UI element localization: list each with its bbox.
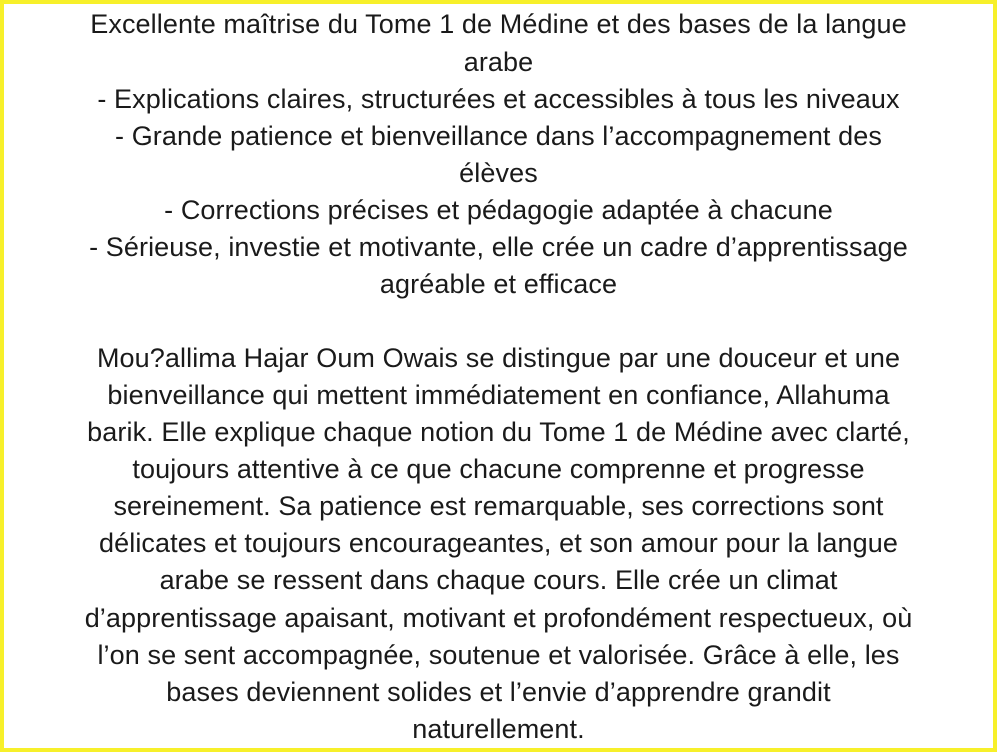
summary-line: - Corrections précises et pédagogie adaptée à chacune xyxy=(164,195,833,225)
paragraph-line: Mou?allima Hajar Oum Owais se distingue par une douceur et une xyxy=(96,343,901,373)
paragraph-line: bases deviennent solides et l’envie d’apprendre grandit xyxy=(166,677,831,707)
paragraph-line: d’apprentissage apaisant, motivant et profondément respectueux, où xyxy=(84,603,913,633)
paragraph-line: sereinement. Sa patience est remarquable, ses corrections sont xyxy=(113,491,884,521)
summary-line: - Explications claires, structurées et accessibles à tous les niveaux xyxy=(97,84,900,114)
summary-line: - Sérieuse, investie et motivante, elle crée un cadre d’apprentissage xyxy=(89,232,908,262)
paragraph-line: toujours attentive à ce que chacune comprenne et progresse xyxy=(132,454,865,484)
paragraph-line: barik. Elle explique chaque notion du Tome 1 de Médine avec clarté, xyxy=(87,417,910,447)
summary-line: arabe xyxy=(463,47,534,77)
paragraph-line: arabe se ressent dans chaque cours. Elle crée un climat xyxy=(159,565,838,595)
paragraph-line: naturellement. xyxy=(412,714,585,744)
summary-line: - Grande patience et bienveillance dans l’accompagnement des xyxy=(115,121,882,151)
paragraph-line: délicates et toujours encourageantes, et son amour pour la langue xyxy=(98,528,899,558)
summary-line: Excellente maîtrise du Tome 1 de Médine et des bases de la langue xyxy=(90,9,907,39)
paragraph-line: bienveillance qui mettent immédiatement en confiance, Allahuma xyxy=(107,380,890,410)
paragraph-line: l’on se sent accompagnée, soutenue et valorisée. Grâce à elle, les xyxy=(97,640,900,670)
summary-line: agréable et efficace xyxy=(379,269,618,299)
summary-line: élèves xyxy=(459,158,538,188)
